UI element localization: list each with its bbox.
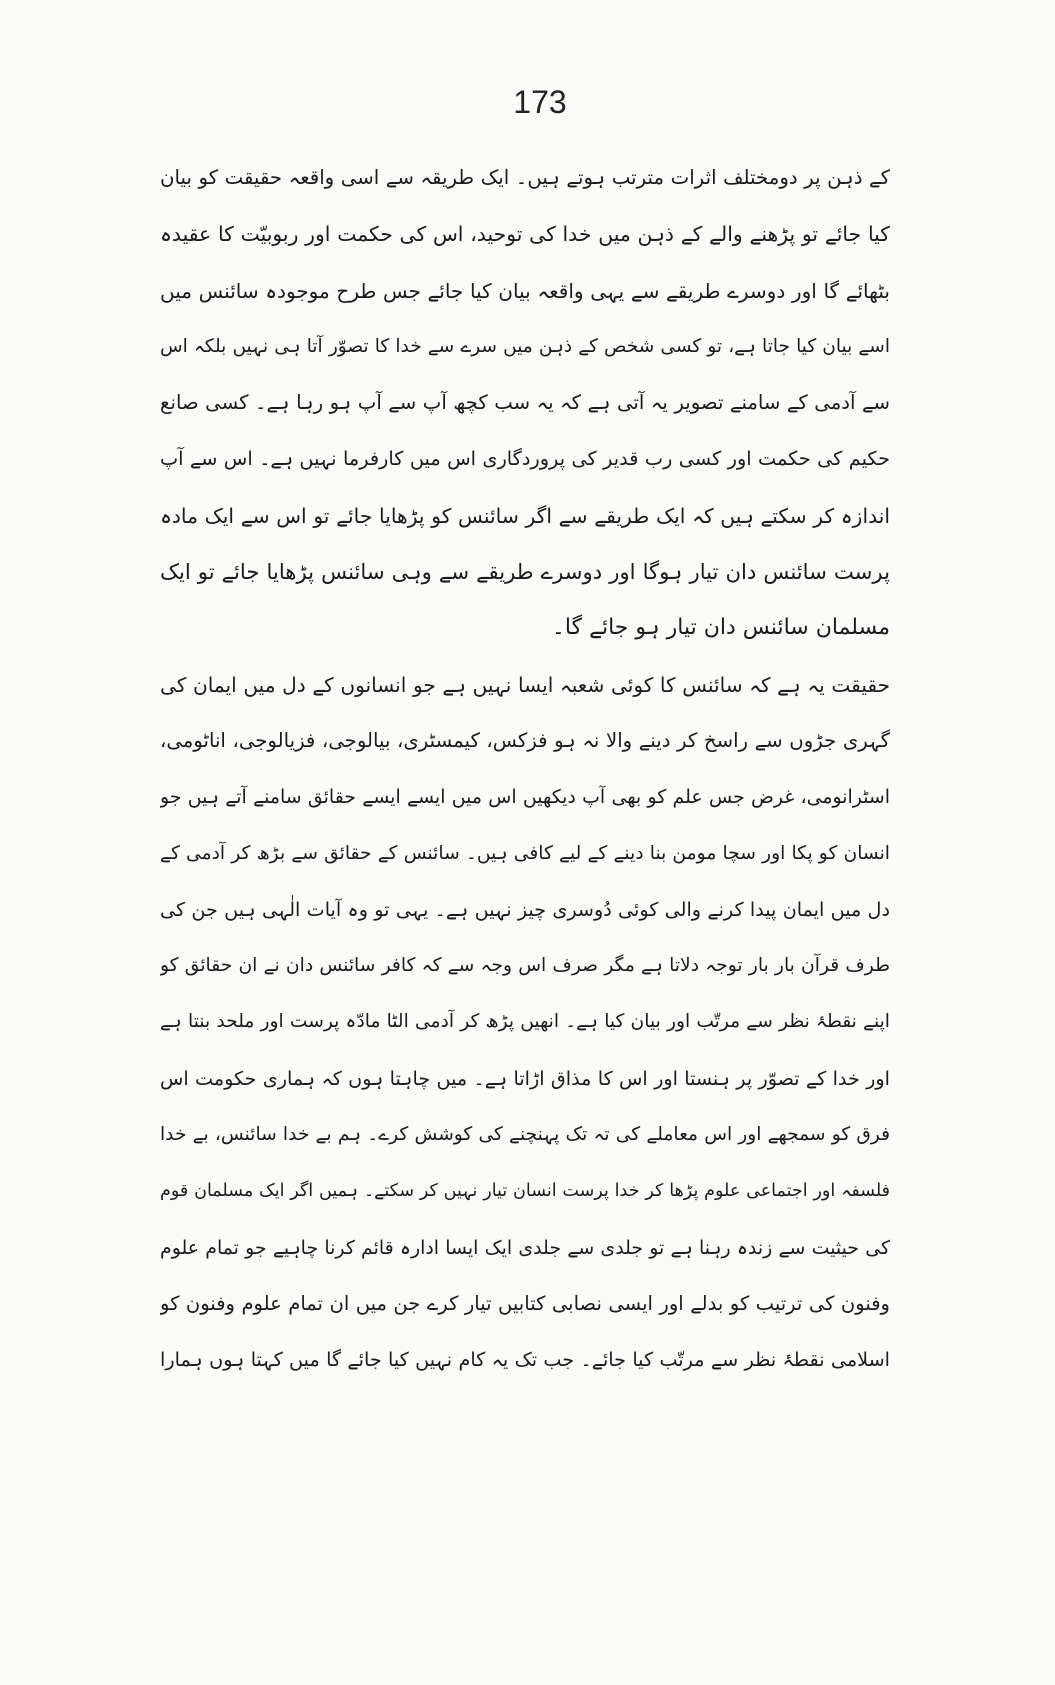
text-line: مسلمان سائنس دان تیار ہو جائے گا۔ bbox=[552, 615, 890, 641]
text-line: حکیم کی حکمت اور کسی رب قدیر کی پروردگاری اس میں کارفرما نہیں ہے۔ اس سے آپ bbox=[160, 447, 890, 471]
text-line: انسان کو پکا اور سچا مومن بنا دینے کے لیے کافی ہیں۔ سائنس کے حقائق سے بڑھ کر آدمی کے bbox=[160, 842, 890, 864]
text-line: وفنون کی ترتیب کو بدلے اور ایسی نصابی کتابیں تیار کرے جن میں ان تمام علوم وفنون کو bbox=[160, 1291, 890, 1315]
text-line: فرق کو سمجھے اور اس معاملے کی تہ تک پہنچنے کی کوشش کرے۔ ہم بے خدا سائنس، بے خدا bbox=[160, 1124, 890, 1146]
text-line: کیا جائے تو پڑھنے والے کے ذہن میں خدا کی توحید، اس کی حکمت اور ربوبیّت کا عقیدہ bbox=[160, 222, 890, 247]
text-line: کی حیثیت سے زندہ رہنا ہے تو جلدی سے جلدی ایک ایسا ادارہ قائم کرنا چاہیے جو تمام علوم bbox=[160, 1236, 890, 1259]
text-line: اسلامی نقطۂ نظر سے مرتّب کیا جائے۔ جب تک یہ کام نہیں کیا جائے گا میں کہتا ہوں ہمارا bbox=[160, 1348, 890, 1372]
text-line: گہری جڑوں سے راسخ کر دینے والا نہ ہو فزکس، کیمسٹری، بیالوجی، فزیالوجی، اناٹومی، bbox=[160, 728, 890, 752]
text-line: فلسفہ اور اجتماعی علوم پڑھا کر خدا پرست انسان تیار نہیں کر سکتے۔ ہمیں اگر ایک مسلمان قوم bbox=[160, 1181, 890, 1202]
text-line: اسٹرانومی، غرض جس علم کو بھی آپ دیکھیں اس میں ایسے ایسے حقائق سامنے آتے ہیں جو bbox=[160, 786, 890, 809]
paragraph-1 bbox=[160, 150, 890, 657]
text-line: اپنے نقطۂ نظر سے مرتّب اور بیان کیا ہے۔ انھیں پڑھ کر آدمی الٹا مادّہ پرست اور ملحد بنتا ہے bbox=[160, 1011, 890, 1033]
body-text bbox=[160, 150, 890, 1389]
text-line: حقیقت یہ ہے کہ سائنس کا کوئی شعبہ ایسا نہیں ہے جو انسانوں کے دل میں ایمان کی bbox=[160, 672, 890, 697]
text-line: بٹھائے گا اور دوسرے طریقے سے یہی واقعہ بیان کیا جائے جس طرح موجودہ سائنس میں bbox=[160, 278, 890, 303]
text-line: دل میں ایمان پیدا کرنے والی کوئی دُوسری چیز نہیں ہے۔ یہی تو وہ آیات الٰہی ہیں جن کی bbox=[160, 897, 890, 921]
text-line: اور خدا کے تصوّر پر ہنستا اور اس کا مذاق اڑاتا ہے۔ میں چاہتا ہوں کہ ہماری حکومت اس bbox=[160, 1066, 890, 1090]
text-line: پرست سائنس دان تیار ہوگا اور دوسرے طریقے سے وہی سائنس پڑھایا جائے تو ایک bbox=[160, 559, 890, 585]
text-line: اسے بیان کیا جاتا ہے، تو کسی شخص کے ذہن میں سرے سے خدا کا تصوّر آتا ہی نہیں بلکہ اس bbox=[160, 335, 890, 357]
text-line: کے ذہن پر دومختلف اثرات مترتب ہوتے ہیں۔ ایک طریقہ سے اسی واقعہ حقیقت کو بیان bbox=[160, 166, 890, 189]
page-number: 173 bbox=[513, 84, 567, 120]
text-line: اندازہ کر سکتے ہیں کہ ایک طریقے سے اگر سائنس کو پڑھایا جائے تو اس سے ایک مادہ bbox=[160, 503, 890, 528]
text-line: سے آدمی کے سامنے تصویر یہ آتی ہے کہ یہ سب کچھ آپ سے آپ ہو رہا ہے۔ کسی صانع bbox=[160, 391, 890, 415]
text-line: طرف قرآن بار بار توجہ دلاتا ہے مگر صرف اس وجہ سے کہ کافر سائنس دان نے ان حقائق کو bbox=[160, 955, 890, 977]
paragraph-2 bbox=[160, 657, 890, 1389]
